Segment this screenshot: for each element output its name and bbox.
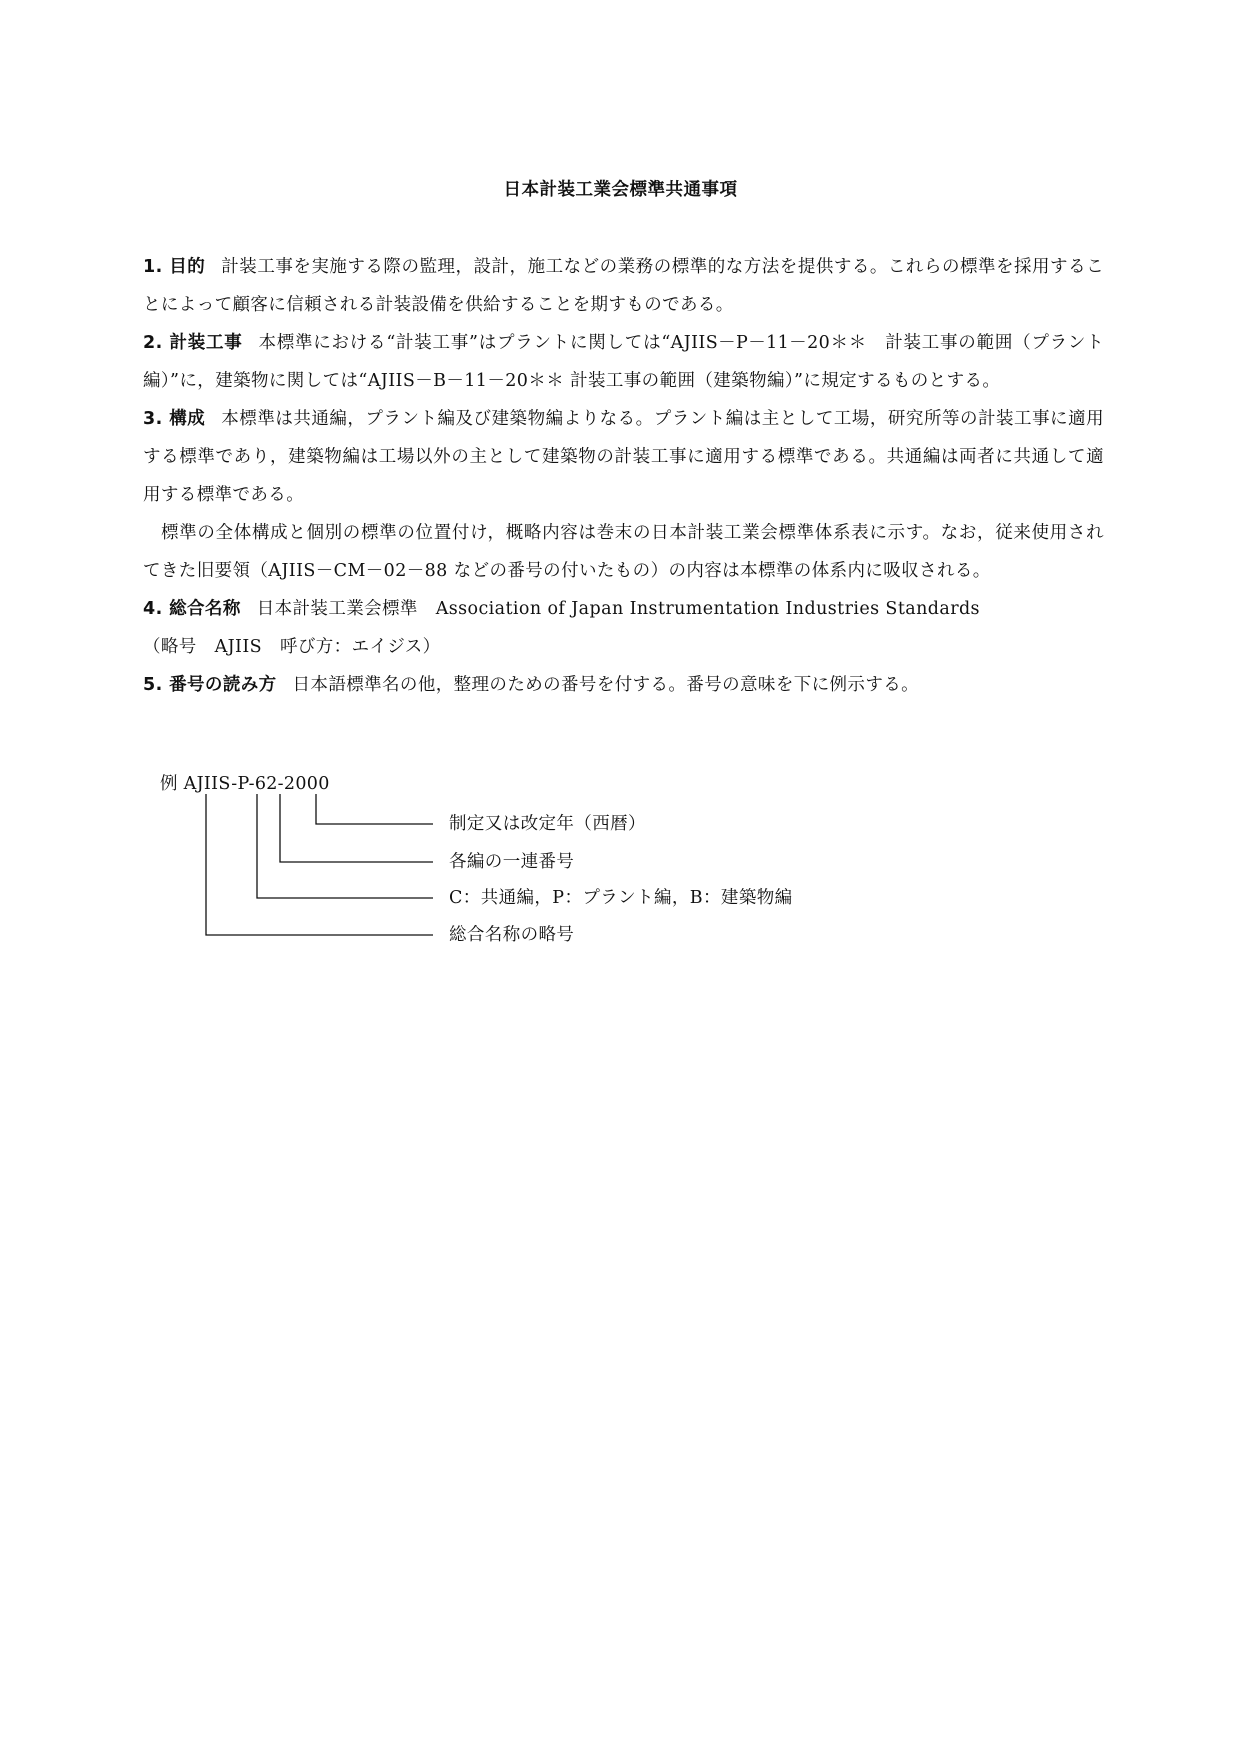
section-general-name-abbr: （略号 AJIIS 呼び方：エイジス） <box>143 637 441 657</box>
document-title: 日本計装工業会標準共通事項 <box>503 180 738 200</box>
legend-year: 制定又は改定年（西暦） <box>449 814 646 834</box>
bracket-year <box>316 794 433 824</box>
section-instrumentation-work <box>143 324 1104 400</box>
legend-serial: 各編の一連番号 <box>449 852 575 872</box>
section-heading: 4. 総合名称 <box>143 599 241 619</box>
section-text: 計装工事を実施する際の監理，設計，施工などの業務の標準的な方法を提供する。これらの標準を採用することによって顧客に信頼される計装設備を供給することを期すものである。 <box>143 257 1104 315</box>
bracket-category <box>257 794 433 898</box>
legend-category: C：共通編，P：プラント編，B：建築物編 <box>449 888 793 908</box>
section-structure <box>143 400 1104 514</box>
bracket-abbreviation <box>206 794 433 935</box>
section-structure-note: 標準の全体構成と個別の標準の位置付け，概略内容は巻末の日本計装工業会標準体系表に示す。なお，従来使用されてきた旧要領（AJIIS－CM－02－88 などの番号の付いたもの）の内容は本標準の体系内に吸収される。 <box>143 523 1104 581</box>
section-heading: 2. 計装工事 <box>143 333 243 353</box>
section-number-reading <box>143 666 1104 704</box>
section-text: 日本語標準名の他，整理のための番号を付する。番号の意味を下に例示する。 <box>292 675 920 695</box>
section-heading: 3. 構成 <box>143 409 206 429</box>
section-text: 日本計装工業会標準 Association of Japan Instrumentation Industries Standards <box>256 599 980 619</box>
section-heading: 1. 目的 <box>143 257 206 277</box>
example-code: 例 AJIIS-P-62-2000 <box>160 774 330 794</box>
section-text: 本標準は共通編，プラント編及び建築物編よりなる。プラント編は主として工場，研究所等の計装工事に適用する標準であり，建築物編は工場以外の主として建築物の計装工事に適用する標準である。共通編は両者に共通して適用する標準である。 <box>143 409 1104 505</box>
section-purpose <box>143 248 1104 324</box>
section-text: 本標準における“計装工事”はプラントに関しては“AJIIS－P－11－20＊＊ 計装工事の範囲（プラント編）”に，建築物に関しては“AJIIS－B－11－20＊＊ 計装工事の範囲（建築物編）”に規定するものとする。 <box>143 333 1105 391</box>
section-general-name <box>143 590 1104 628</box>
legend-abbreviation: 総合名称の略号 <box>449 925 575 945</box>
document-body <box>143 248 1104 704</box>
bracket-serial <box>280 794 433 862</box>
section-heading: 5. 番号の読み方 <box>143 675 277 695</box>
